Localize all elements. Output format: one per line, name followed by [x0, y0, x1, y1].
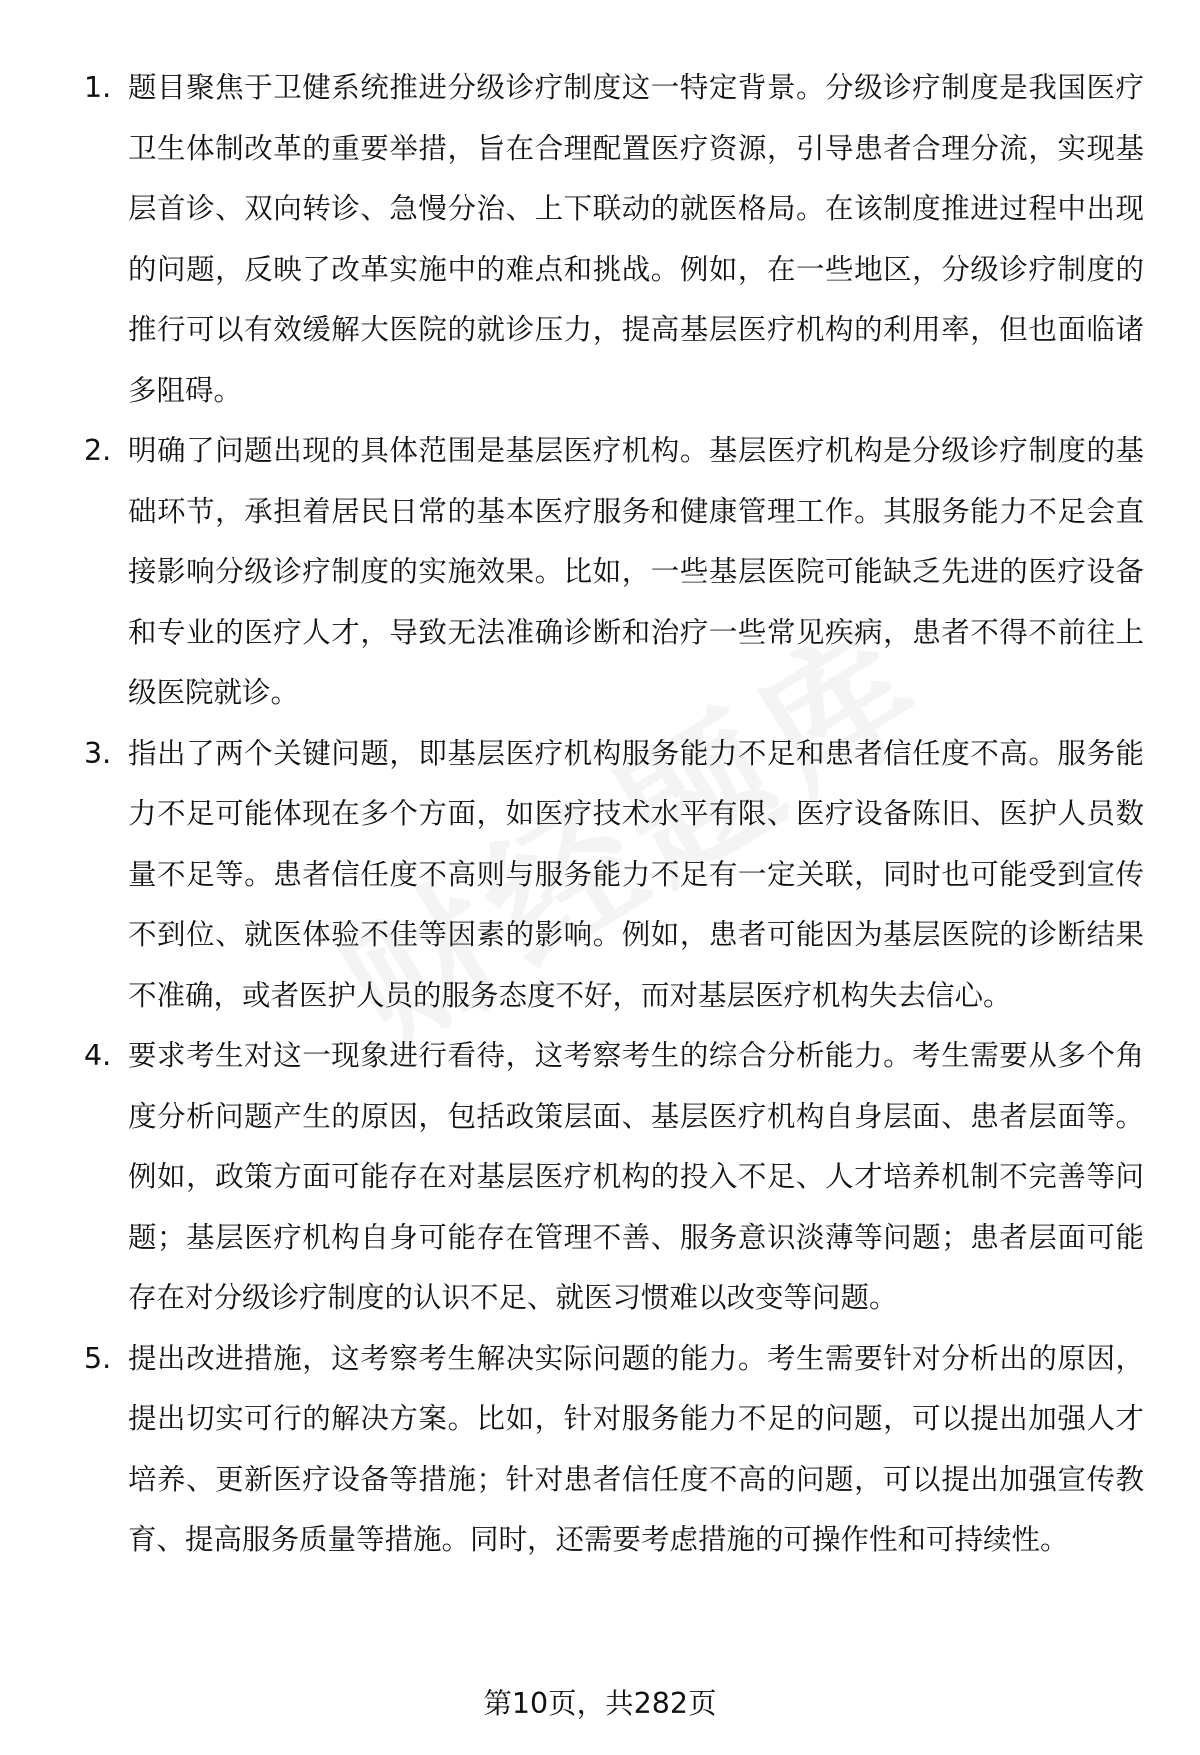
list-item-text: 指出了两个关键问题，即基层医疗机构服务能力不足和患者信任度不高。服务能力不足可能体现在多个方面，如医疗技术水平有限、医疗设备陈旧、医护人员数量不足等。患者信任度不高则与服务能力不足有一定关联，同时也可能受到宣传不到位、就医体验不佳等因素的影响。例如，患者可能因为基层医院的诊断结果不准确，或者医护人员的服务态度不好，而对基层医疗机构失去信心。 [128, 736, 1144, 1012]
page-number-footer: 第10页，共282页 [483, 1687, 717, 1720]
list-item [84, 58, 1144, 421]
numbered-list [84, 58, 1144, 1571]
list-item [84, 724, 1144, 1027]
list-item-text: 题目聚焦于卫健系统推进分级诊疗制度这一特定背景。分级诊疗制度是我国医疗卫生体制改革的重要举措，旨在合理配置医疗资源，引导患者合理分流，实现基层首诊、双向转诊、急慢分治、上下联动的就医格局。在该制度推进过程中出现的问题，反映了改革实施中的难点和挑战。例如，在一些地区，分级诊疗制度的推行可以有效缓解大医院的就诊压力，提高基层医疗机构的利用率，但也面临诸多阻碍。 [128, 71, 1144, 407]
list-item-number: 4. [84, 1039, 112, 1072]
list-item-text: 要求考生对这一现象进行看待，这考察考生的综合分析能力。考生需要从多个角度分析问题产生的原因，包括政策层面、基层医疗机构自身层面、患者层面等。例如，政策方面可能存在对基层医疗机构的投入不足、人才培养机制不完善等问题；基层医疗机构自身可能存在管理不善、服务意识淡薄等问题；患者层面可能存在对分级诊疗制度的认识不足、就医习惯难以改变等问题。 [128, 1039, 1144, 1314]
list-item-number: 3. [84, 736, 112, 770]
list-item [84, 1329, 1144, 1571]
list-item [84, 1026, 1144, 1329]
list-item-number: 1. [84, 71, 112, 104]
list-item-number: 2. [84, 434, 112, 467]
list-item [84, 421, 1144, 724]
list-item-number: 5. [84, 1341, 112, 1375]
document-body [84, 58, 1144, 1571]
list-item-text: 明确了问题出现的具体范围是基层医疗机构。基层医疗机构是分级诊疗制度的基础环节，承担着居民日常的基本医疗服务和健康管理工作。其服务能力不足会直接影响分级诊疗制度的实施效果。比如，一些基层医院可能缺乏先进的医疗设备和专业的医疗人才，导致无法准确诊断和治疗一些常见疾病，患者不得不前往上级医院就诊。 [128, 434, 1144, 709]
list-item-text: 提出改进措施，这考察考生解决实际问题的能力。考生需要针对分析出的原因，提出切实可行的解决方案。比如，针对服务能力不足的问题，可以提出加强人才培养、更新医疗设备等措施；针对患者信任度不高的问题，可以提出加强宣传教育、提高服务质量等措施。同时，还需要考虑措施的可操作性和可持续性。 [128, 1341, 1144, 1556]
